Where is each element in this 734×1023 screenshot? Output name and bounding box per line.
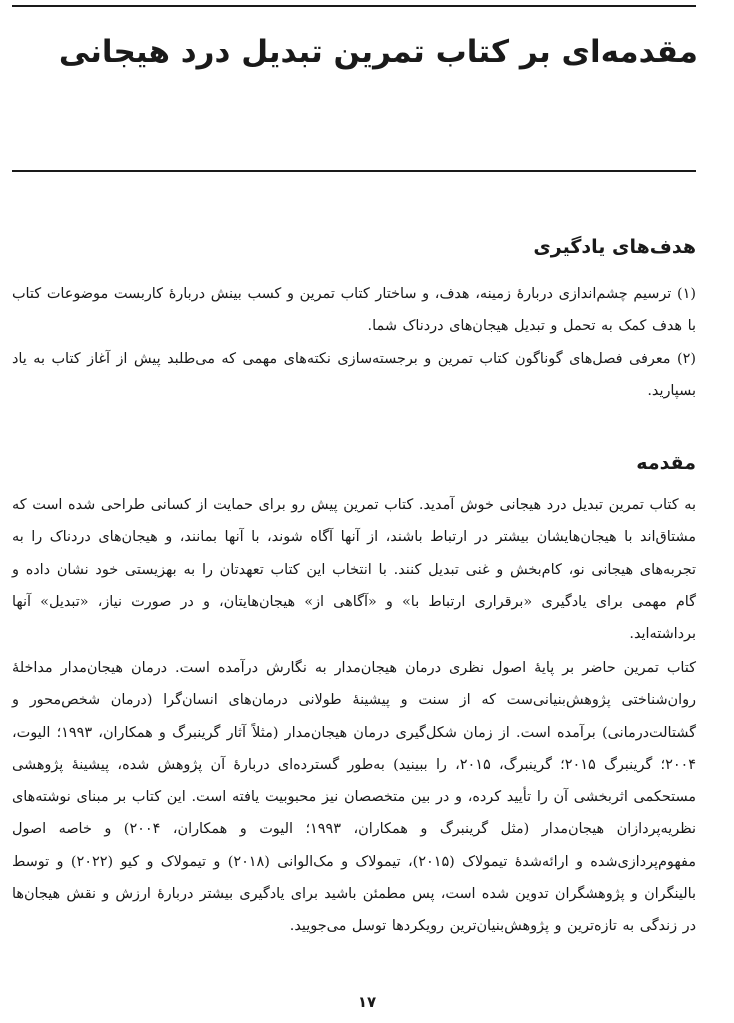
top-rule — [12, 5, 696, 7]
page-number: ۱۷ — [357, 993, 377, 1011]
objective-item-2: (۲) معرفی فصل‌های گوناگون کتاب تمرین و برجسته‌سازی نکته‌های مهمی که می‌طلبد پیش از آغاز کتاب به یاد بسپارید. — [12, 351, 696, 400]
chapter-title: مقدمه‌ای بر کتاب تمرین تبدیل درد هیجانی — [58, 34, 698, 70]
title-divider — [12, 170, 696, 172]
introduction-paragraph-1: به کتاب تمرین تبدیل درد هیجانی خوش آمدید. کتاب تمرین پیش رو برای حمایت از کسانی طراحی شده است که مشتاق‌اند با هیجان‌هایشان بیشتر در ارتباط باشند، از آنها آگاه شوند، با آنها بمانند، و هیجان‌های دردناک را به تجربه‌های هیجانی نو، کام‌بخش و غنی تبدیل کنند. با انتخاب این کتاب تعهدتان را به بهزیستی خود نشان داده و گام مهمی برای یادگیری «برقراری ارتباط با» و «آگاهی از» هیجان‌هایتان، و در صورت نیاز، «تبدیل» آنها برداشته‌اید. — [12, 497, 696, 643]
introduction-paragraph-2: کتاب تمرین حاضر بر پایهٔ اصول نظری درمان هیجان‌مدار به نگارش درآمده است. درمان هیجان‌مدار مداخلهٔ روان‌شناختی پژوهش‌بنیانی‌ست که از سنت و پیشینهٔ طولانی درمان‌های انسان‌گرا (درمان شخص‌محور و گشتالت‌درمانی) برآمده است. از زمان شکل‌گیری درمان هیجان‌مدار (مثلاً آثار گرینبرگ و همکاران، ۱۹۹۳؛ الیوت، ۲۰۰۴؛ گرینبرگ ۲۰۱۵؛ گرینبرگ، ۲۰۱۵، را ببینید) به‌طور گسترده‌ای دربارهٔ آن پژوهش شده، پیشینهٔ پژوهشی مستحکمی اثربخشی آن را تأیید کرده، و در بین متخصصان نیز محبوبیت یافته است. این کتاب بر مبنای نوشته‌های نظریه‌پردازان هیجان‌مدار (مثل گرینبرگ و همکاران، ۱۹۹۳؛ الیوت و همکاران، ۲۰۰۴) و خاصه اصول مفهوم‌پردازی‌شده و ارائه‌شدهٔ تیمولاک (۲۰۱۵)، تیمولاک و مک‌الوانی (۲۰۱۸) و تیمولاک و کیو (۲۰۲۲) و توسط بالینگران و پژوهشگران تدوین شده است، پس مطمئن باشید برای یادگیری بیشتر دربارهٔ ارزش و نقش هیجان‌ها در زندگی به تازه‌ترین و پژوهش‌بنیان‌ترین رویکردها توسل می‌جویید. — [12, 660, 697, 935]
objective-item-1: (۱) ترسیم چشم‌اندازی دربارهٔ زمینه، هدف، و ساختار کتاب تمرین و کسب بینش دربارهٔ کاربست موضوعات کتاب با هدف کمک به تحمل و تبدیل هیجان‌های دردناک شما. — [12, 286, 696, 335]
introduction-heading: مقدمه — [636, 452, 696, 474]
objectives-heading: هدف‌های یادگیری — [533, 236, 696, 258]
